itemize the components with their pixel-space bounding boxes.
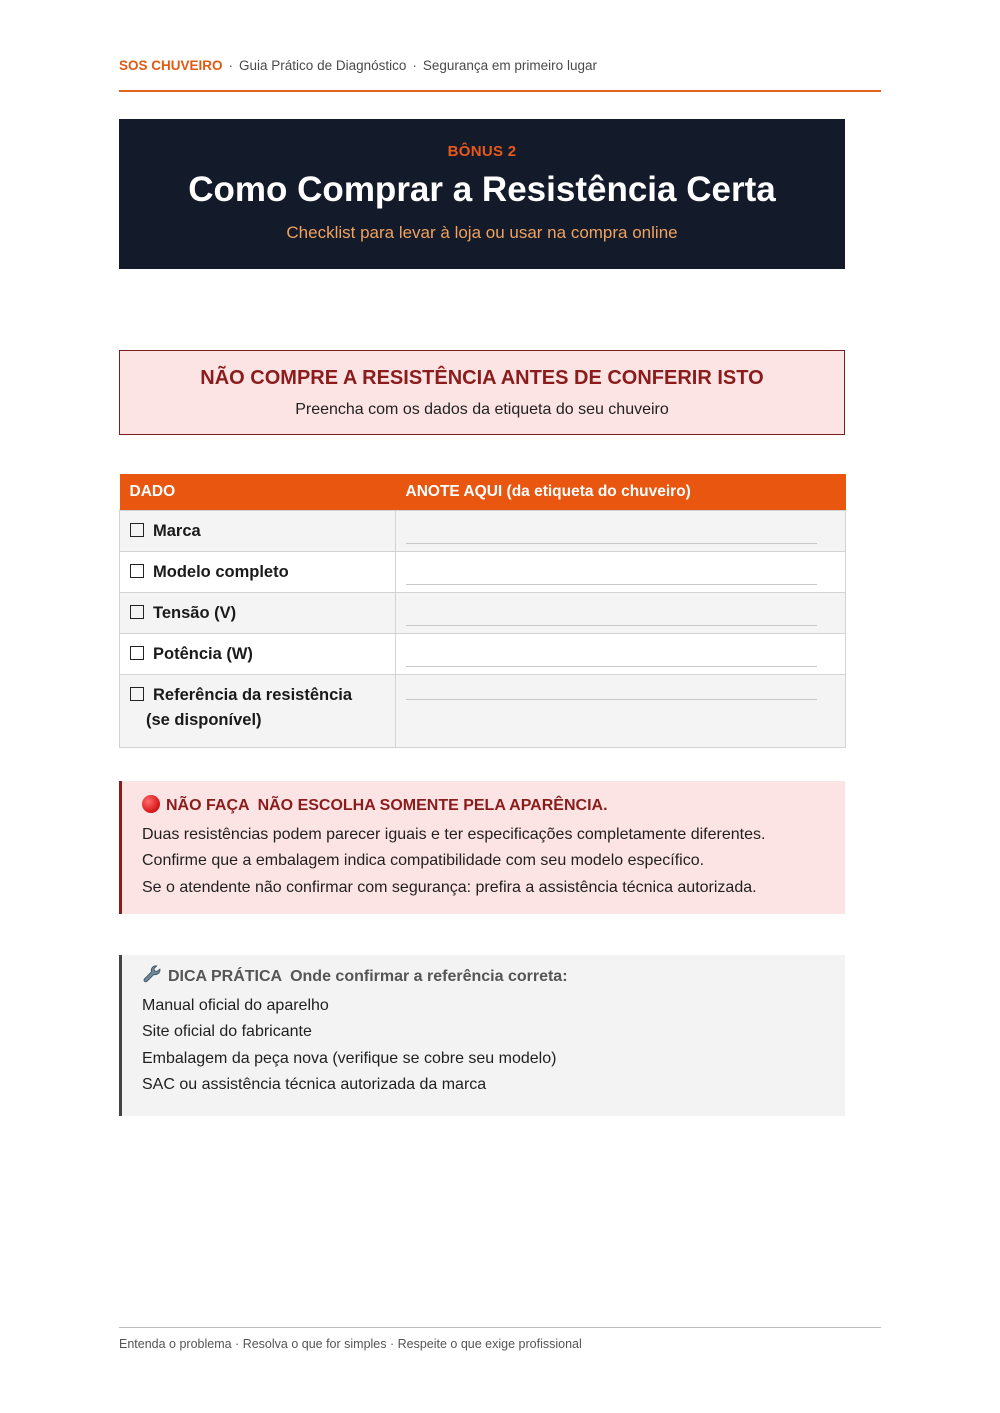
row-label-cell (120, 552, 396, 593)
answer-cell[interactable] (396, 552, 846, 593)
table-row (120, 593, 846, 634)
brand-name: SOS CHUVEIRO (119, 58, 223, 73)
row-label: Marca (153, 521, 201, 540)
row-label-note: (se disponível) (146, 711, 262, 729)
wrench-icon (142, 964, 162, 984)
row-label-cell (120, 511, 396, 552)
checkbox-icon[interactable] (130, 564, 144, 578)
warning-line: Duas resistências podem parecer iguais e ter especificações completamente diferentes. (142, 825, 766, 843)
tip-heading (142, 964, 829, 991)
tip-title: Onde confirmar a referência correta: (290, 968, 568, 985)
alert-subtitle: Preencha com os dados da etiqueta do seu chuveiro (295, 401, 669, 418)
warning-line: Se o atendente não confirmar com segurança: prefira a assistência técnica autorizada. (142, 878, 757, 896)
row-label-cell (120, 675, 396, 748)
row-label: Referência da resistência (153, 686, 353, 704)
table-row (120, 675, 846, 748)
checkbox-icon[interactable] (130, 687, 144, 701)
bonus-label: BÔNUS 2 (447, 143, 517, 160)
hero-banner (119, 119, 845, 269)
column-header-anote: ANOTE AQUI (da etiqueta do chuveiro) (396, 474, 846, 511)
fill-in-line[interactable] (406, 641, 817, 667)
checkbox-icon[interactable] (130, 646, 144, 660)
tip-box (119, 955, 845, 1116)
answer-cell[interactable] (396, 593, 846, 634)
fill-in-line[interactable] (406, 600, 817, 626)
checklist-table (119, 474, 846, 748)
tip-line: Site oficial do fabricante (142, 1023, 312, 1040)
answer-cell[interactable] (396, 511, 846, 552)
fill-in-line[interactable] (406, 518, 817, 544)
row-label: Tensão (V) (153, 603, 237, 622)
warning-heading (142, 793, 829, 820)
tip-line: Embalagem da peça nova (verifique se cobre seu modelo) (142, 1049, 557, 1067)
page-title: Como Comprar a Resistência Certa (188, 170, 776, 209)
row-label: Potência (W) (153, 644, 253, 663)
checkbox-icon[interactable] (130, 523, 144, 537)
table-header-row (120, 474, 846, 511)
column-header-dado: DADO (120, 474, 396, 511)
row-label-cell (120, 593, 396, 634)
answer-cell[interactable] (396, 675, 846, 748)
warning-box (119, 781, 845, 914)
warning-label: NÃO FAÇA (166, 797, 250, 814)
answer-cell[interactable] (396, 634, 846, 675)
table-row (120, 634, 846, 675)
red-circle-icon (142, 795, 160, 813)
page-footer: Entenda o problema · Resolva o que for simples · Respeite o que exige profissional (119, 1327, 881, 1351)
row-label: Modelo completo (153, 562, 289, 581)
table-row (120, 511, 846, 552)
warning-title: NÃO ESCOLHA SOMENTE PELA APARÊNCIA. (257, 797, 608, 814)
guide-name: Guia Prático de Diagnóstico (239, 58, 407, 73)
page-header (119, 58, 881, 92)
tip-label: DICA PRÁTICA (168, 968, 283, 985)
row-label-cell (120, 634, 396, 675)
fill-in-line[interactable] (406, 559, 817, 585)
checkbox-icon[interactable] (130, 605, 144, 619)
page-subtitle: Checklist para levar à loja ou usar na compra online (286, 223, 678, 242)
header-tagline: Segurança em primeiro lugar (422, 58, 597, 73)
tip-line: Manual oficial do aparelho (142, 996, 329, 1014)
alert-title: NÃO COMPRE A RESISTÊNCIA ANTES DE CONFERIR ISTO (200, 367, 764, 389)
tip-line: SAC ou assistência técnica autorizada da marca (142, 1076, 487, 1093)
header-separator: · (228, 58, 234, 73)
warning-line: Confirme que a embalagem indica compatibilidade com seu modelo específico. (142, 852, 705, 869)
fill-in-line[interactable] (406, 675, 817, 700)
alert-callout (119, 350, 845, 435)
table-row (120, 552, 846, 593)
header-separator: · (412, 58, 417, 73)
